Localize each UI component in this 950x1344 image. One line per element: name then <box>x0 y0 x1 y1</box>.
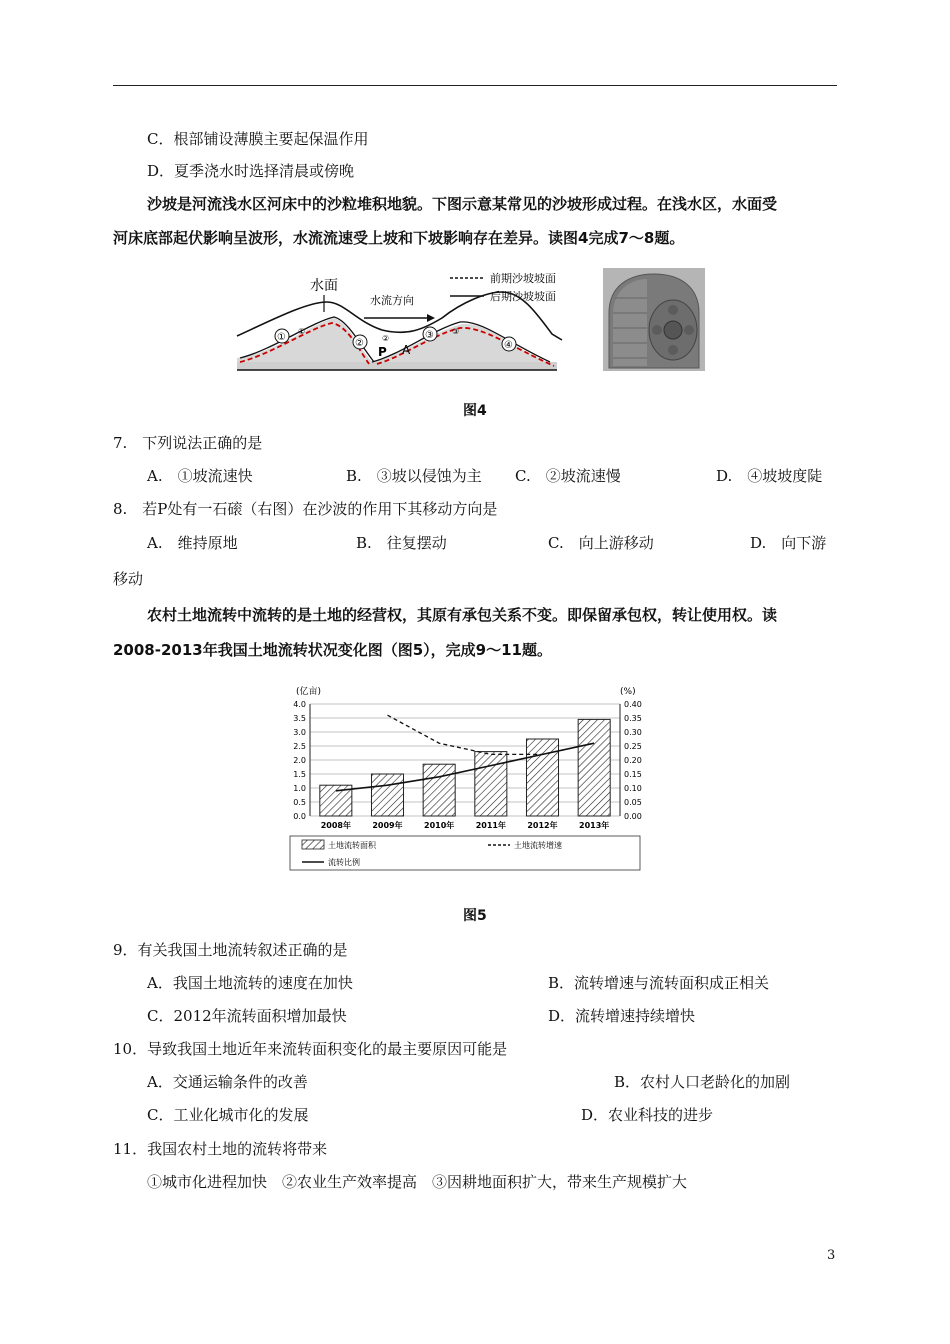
legend-area-swatch <box>302 840 324 849</box>
left-tick-label: 1.0 <box>293 784 306 793</box>
right-tick-label: 0.40 <box>624 700 642 709</box>
q7-option-c: C. ②坡流速慢 <box>515 467 621 485</box>
sand-wave-diagram <box>232 262 592 374</box>
q10-option-c: C．工业化城市化的发展 <box>147 1106 309 1124</box>
river-bed <box>237 362 557 370</box>
figure5-caption: 图5 <box>463 908 487 924</box>
right-tick-label: 0.25 <box>624 742 642 751</box>
legend-area-label: 土地流转面积 <box>328 841 376 850</box>
stone-roller-image <box>603 268 705 371</box>
bar-2009年 <box>371 774 403 816</box>
flow-arrow-head <box>427 314 435 322</box>
bar-2010年 <box>423 764 455 816</box>
left-tick-label: 0.0 <box>293 812 306 821</box>
q7-stem: 7. 下列说法正确的是 <box>113 434 263 452</box>
x-tick-label: 2013年 <box>579 821 610 830</box>
left-tick-label: 0.5 <box>293 798 306 807</box>
option-d-prev: D．夏季浇水时选择清晨或傍晚 <box>147 162 355 180</box>
x-tick-label: 2011年 <box>475 821 506 830</box>
q8-option-b: B. 往复摆动 <box>356 534 447 552</box>
legend-late-label: 后期沙坡坡面 <box>490 290 556 303</box>
q11-options: ①城市化进程加快 ②农业生产效率提高 ③因耕地面积扩大，带来生产规模扩大 <box>147 1173 688 1191</box>
sand-body-2 <box>372 324 547 362</box>
flow-direction-label: 水流方向 <box>370 294 414 307</box>
small-marker-2: ② <box>382 334 390 343</box>
q8-option-a: A. 维持原地 <box>147 534 238 552</box>
header-rule <box>113 85 837 86</box>
passage2-line2: 2008-2013年我国土地流转状况变化图（图5），完成9～11题。 <box>113 641 552 659</box>
q10-stem: 10．导致我国土地近年来流转面积变化的最主要原因可能是 <box>113 1040 508 1058</box>
point-a-label: A <box>402 343 411 357</box>
page-number: 3 <box>827 1248 836 1263</box>
q9-option-d: D．流转增速持续增快 <box>548 1007 696 1025</box>
bar-2012年 <box>526 739 558 816</box>
q10-option-a: A．交通运输条件的改善 <box>147 1073 308 1091</box>
q9-stem: 9．有关我国土地流转叙述正确的是 <box>113 941 348 959</box>
right-tick-label: 0.15 <box>624 770 642 779</box>
q7-option-b: B. ③坡以侵蚀为主 <box>346 467 482 485</box>
land-transfer-chart <box>270 672 660 874</box>
point-p-label: P <box>378 345 387 359</box>
q11-stem: 11．我国农村土地的流转将带来 <box>113 1140 328 1158</box>
left-tick-label: 2.0 <box>293 756 306 765</box>
q8-option-c: C. 向上游移动 <box>548 534 654 552</box>
figure4-caption: 图4 <box>463 403 487 419</box>
legend-speed-label: 土地流转增速 <box>514 841 562 850</box>
right-tick-label: 0.10 <box>624 784 642 793</box>
q8-stem: 8. 若P处有一石磙（右图）在沙波的作用下其移动方向是 <box>113 500 498 518</box>
x-tick-label: 2009年 <box>372 821 403 830</box>
small-marker-1: ① <box>298 327 306 336</box>
q10-option-b: B．农村人口老龄化的加剧 <box>614 1073 791 1091</box>
marker-2: ② <box>355 338 364 349</box>
legend-ratio-label: 流转比例 <box>328 858 360 867</box>
left-axis-unit: (亿亩) <box>296 687 322 697</box>
right-tick-label: 0.20 <box>624 756 642 765</box>
right-tick-label: 0.00 <box>624 812 642 821</box>
x-tick-label: 2012年 <box>527 821 558 830</box>
left-tick-label: 3.0 <box>293 728 306 737</box>
q8-option-d-cont: 移动 <box>113 570 144 588</box>
left-tick-label: 3.5 <box>293 714 306 723</box>
q9-option-c: C．2012年流转面积增加最快 <box>147 1007 347 1025</box>
q7-option-d: D. ④坡坡度陡 <box>716 467 823 485</box>
q9-option-a: A．我国土地流转的速度在加快 <box>147 974 353 992</box>
x-tick-label: 2010年 <box>424 821 455 830</box>
bar-2011年 <box>475 752 507 816</box>
passage1-line2: 河床底部起伏影响呈波形，水流流速受上坡和下坡影响存在差异。读图4完成7～8题。 <box>113 229 685 247</box>
right-tick-label: 0.35 <box>624 714 642 723</box>
q9-option-b: B．流转增速与流转面积成正相关 <box>548 974 770 992</box>
water-surface-label: 水面 <box>310 278 338 294</box>
small-marker-3: ③ <box>452 327 460 336</box>
x-tick-label: 2008年 <box>320 821 351 830</box>
marker-4: ④ <box>504 340 513 351</box>
passage1-line1: 沙坡是河流浅水区河床中的沙粒堆积地貌。下图示意某常见的沙坡形成过程。在浅水区，水面受 <box>147 195 778 213</box>
marker-3: ③ <box>425 330 434 341</box>
right-axis-unit: (%) <box>620 687 636 697</box>
left-tick-label: 1.5 <box>293 770 306 779</box>
option-c-prev: C．根部铺设薄膜主要起保温作用 <box>147 130 369 148</box>
marker-1: ① <box>277 332 286 343</box>
right-tick-label: 0.05 <box>624 798 642 807</box>
left-tick-label: 2.5 <box>293 742 306 751</box>
bar-2013年 <box>578 719 610 816</box>
q7-option-a: A. ①坡流速快 <box>147 467 253 485</box>
right-tick-label: 0.30 <box>624 728 642 737</box>
left-tick-label: 4.0 <box>293 700 306 709</box>
legend-early-label: 前期沙坡坡面 <box>490 272 556 285</box>
q8-option-d: D. 向下游 <box>750 534 827 552</box>
passage2-line1: 农村土地流转中流转的是土地的经营权，其原有承包关系不变。即保留承包权，转让使用权。读 <box>147 606 778 624</box>
q10-option-d: D．农业科技的进步 <box>581 1106 714 1124</box>
